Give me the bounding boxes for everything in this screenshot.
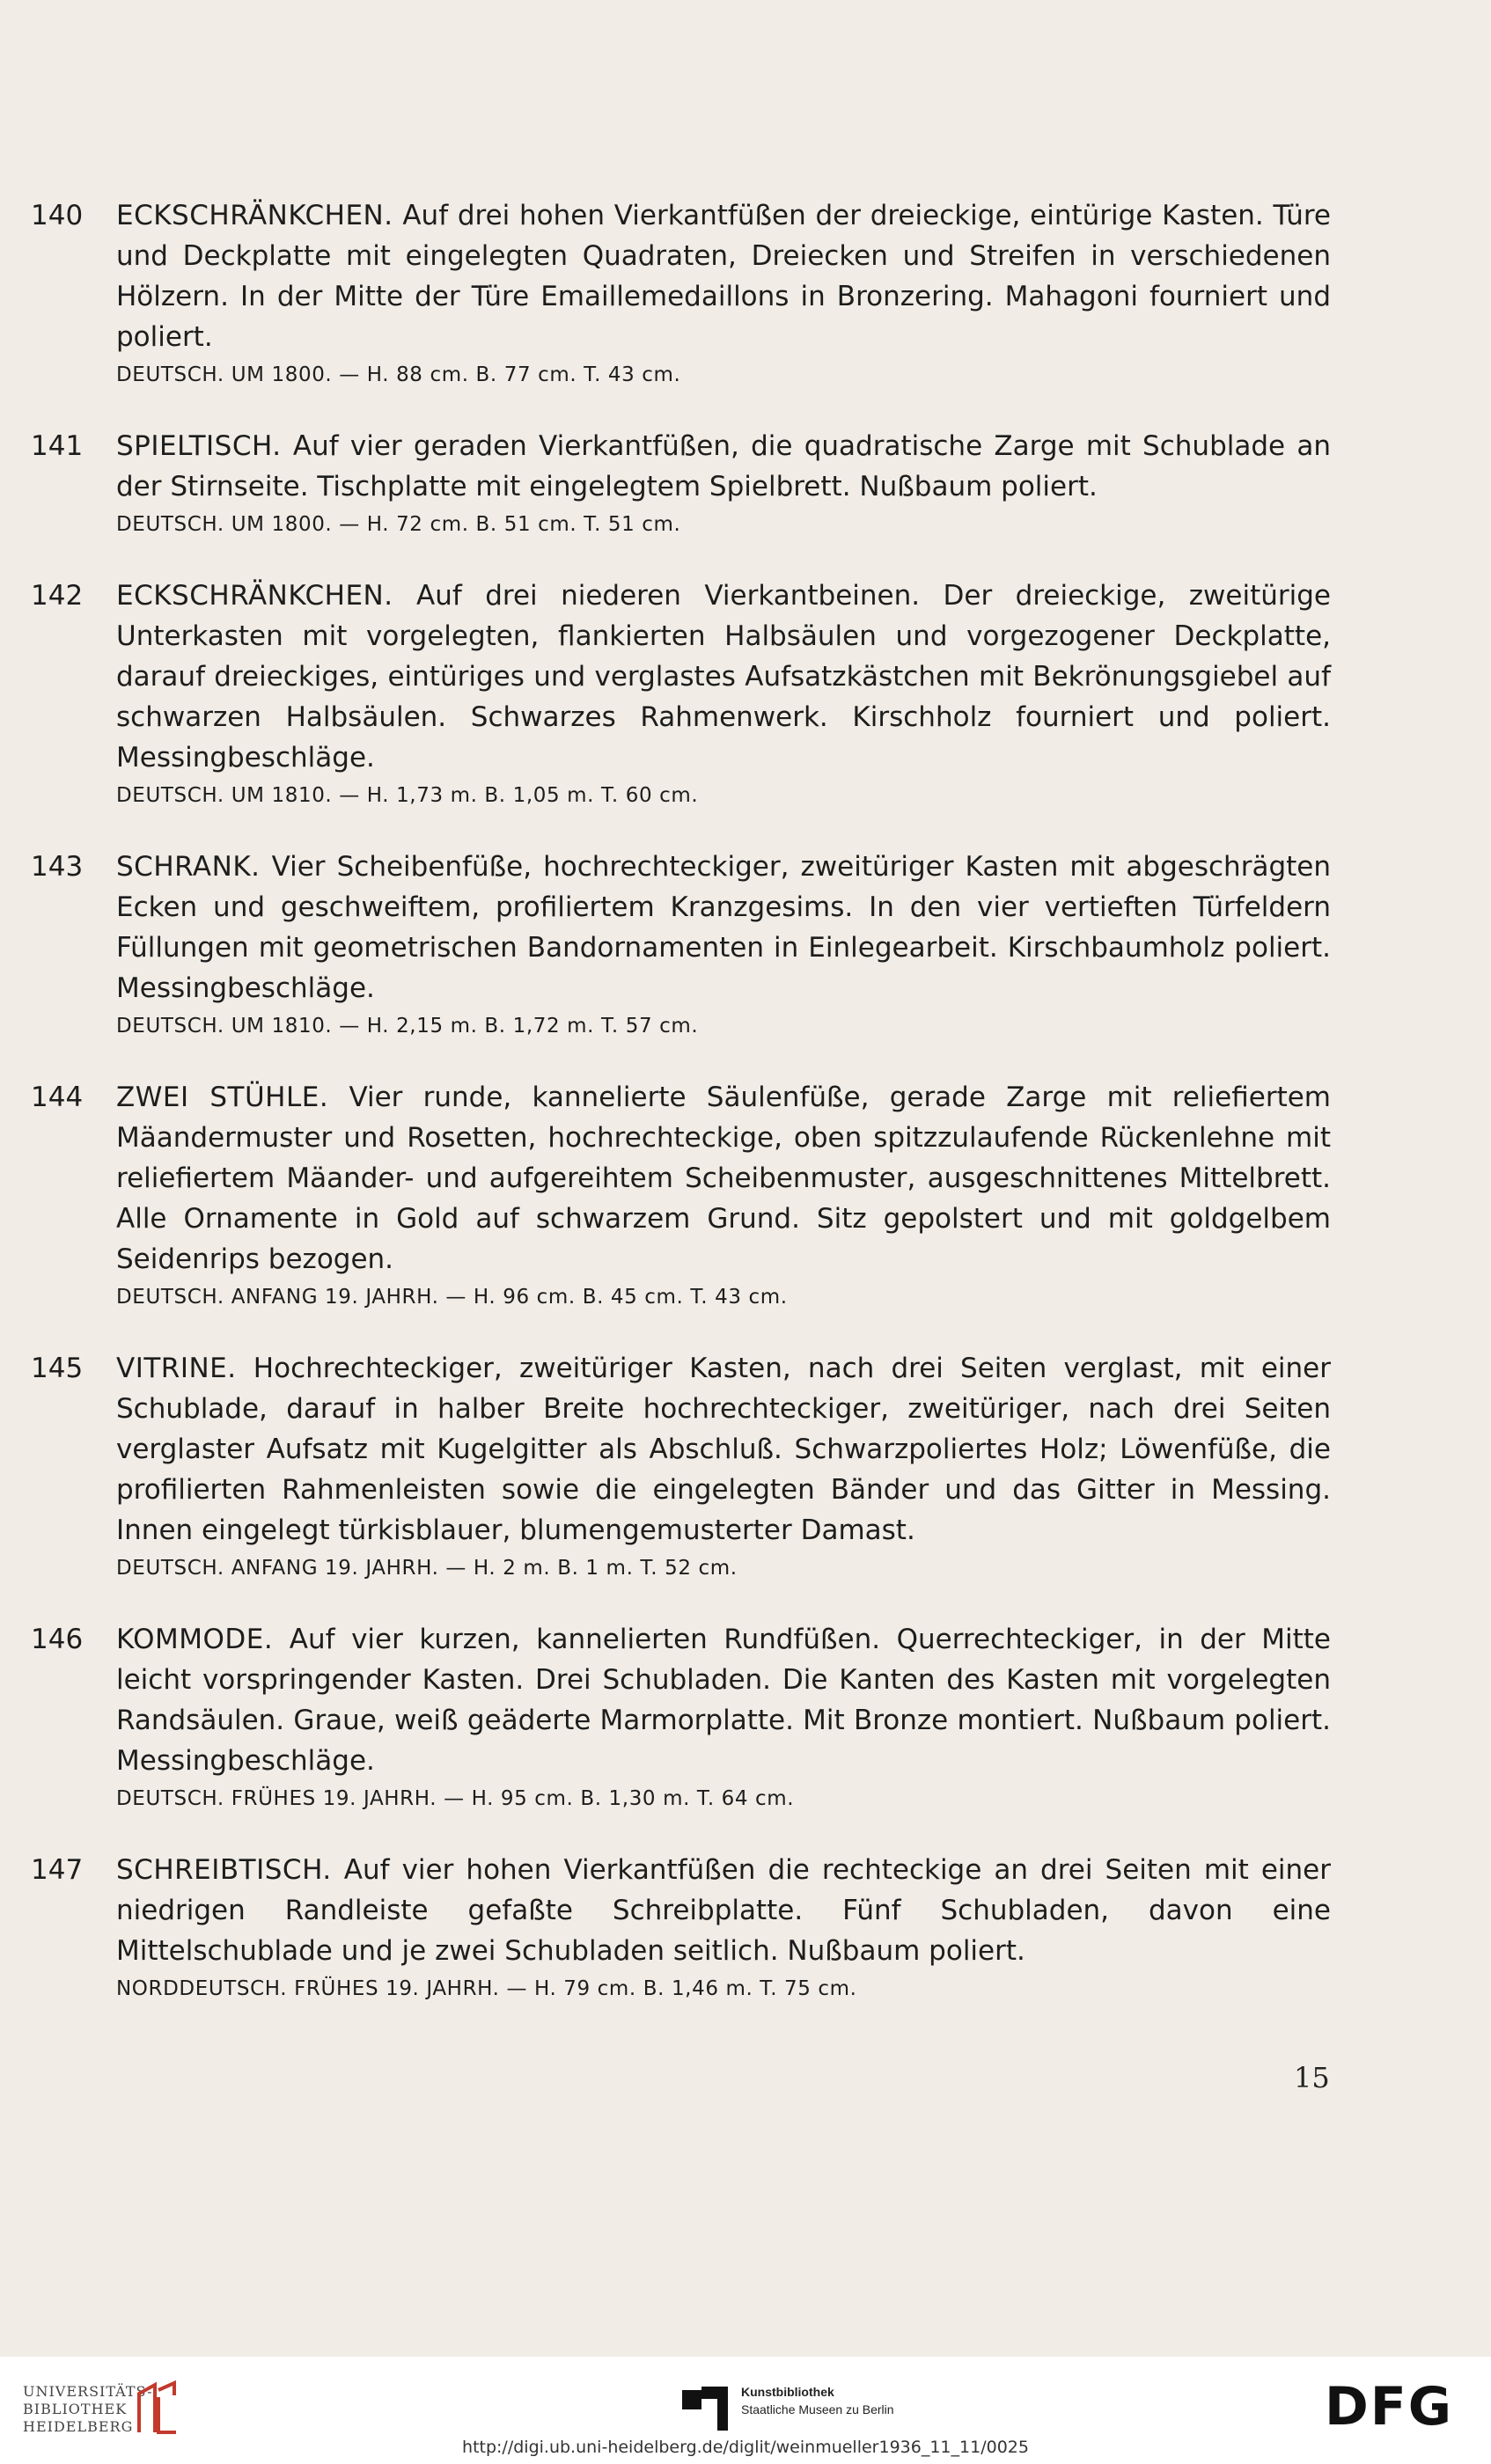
university-emblem-icon (132, 2378, 181, 2438)
entry-caption: DEUTSCH. ANFANG 19. JAHRH. — H. 2 m. B. 1 m. T. 52 cm. (116, 1557, 738, 1580)
entry-description (116, 847, 1331, 1008)
kunstbibliothek-logo-icon (682, 2381, 735, 2432)
entry-number: 144 (31, 1082, 84, 1113)
page-number: 15 (1294, 2061, 1330, 2094)
entry-description (116, 1348, 1331, 1551)
entry-title: ECKSCHRÄNKCHEN. (116, 200, 393, 231)
entry-description (116, 576, 1331, 778)
entry-caption: DEUTSCH. UM 1810. — H. 2,15 m. B. 1,72 m. T. 57 cm. (116, 1015, 699, 1038)
kunstbibliothek-label[interactable] (741, 2383, 894, 2418)
entry-title: ECKSCHRÄNKCHEN. (116, 580, 393, 612)
entry-number: 147 (31, 1854, 84, 1886)
catalog-entry (31, 195, 1331, 391)
entry-number: 140 (31, 200, 84, 231)
entry-text: Hochrechteckiger, zweitüriger Kasten, nach drei Seiten verglast, mit einer Schublade, darauf in halber Breite hochrechteckiger, zweitüriger, nach drei Seiten verglaster Aufsatz mit Kugelgitter als Abschluß. Schwarzpoliertes Holz; Löwenfüße, die profilierten Rahmenleisten sowie die eingelegten Bänder und das Gitter in Messing. Innen eingelegt türkisblauer, blumengemusterter Damast. (116, 1353, 1331, 1546)
entry-text: Vier Scheibenfüße, hochrechteckiger, zweitüriger Kasten mit abgeschrägten Ecken und geschweiftem, profiliertem Kranzgesims. In den vier vertieften Türfeldern Füllungen mit geometrischen Bandornamenten in Einlegearbeit. Kirschbaumholz poliert. Messingbeschläge. (116, 851, 1331, 1004)
dfg-logo[interactable]: DFG (1325, 2376, 1454, 2438)
catalog-entry (31, 576, 1331, 811)
entry-description (116, 1619, 1331, 1781)
catalog-entry (31, 1850, 1332, 2005)
entry-text: Vier runde, kannelierte Säulenfüße, gerade Zarge mit reliefiertem Mäandermuster und Rosetten, hochrechteckige, oben spitzzulaufende Rückenlehne mit reliefiertem Mäander- und aufgereihtem Scheibenmuster, ausgeschnittenes Mittelbrett. Alle Ornamente in Gold auf schwarzem Grund. Sitz gepolstert und mit goldgelbem Seidenrips bezogen. (116, 1082, 1331, 1275)
entry-title: KOMMODE. (116, 1624, 274, 1655)
entry-description (116, 195, 1331, 357)
entry-text: Auf drei hohen Vierkantfüßen der dreieckige, eintürige Kasten. Türe und Deckplatte mit eingelegten Quadraten, Dreiecken und Streifen in verschiedenen Hölzern. In der Mitte der Türe Emaillemedaillons in Bronzering. Mahagoni fourniert und poliert. (116, 200, 1331, 353)
entry-title: SCHREIBTISCH. (116, 1854, 332, 1886)
entry-description (116, 1850, 1331, 1971)
entry-caption: DEUTSCH. UM 1800. — H. 88 cm. B. 77 cm. T. 43 cm. (116, 363, 681, 386)
library-subtitle: Staatliche Museen zu Berlin (741, 2402, 894, 2416)
entry-description (116, 426, 1331, 507)
permalink-url[interactable]: http://digi.ub.uni-heidelberg.de/diglit/weinmueller1936_11_11/0025 (462, 2438, 1029, 2457)
entry-caption: NORDDEUTSCH. FRÜHES 19. JAHRH. — H. 79 cm. B. 1,46 m. T. 75 cm. (116, 1977, 857, 2000)
entry-title: SCHRANK. (116, 851, 261, 883)
entry-number: 143 (31, 851, 84, 883)
catalog-entry (31, 1077, 1331, 1313)
entry-caption: DEUTSCH. ANFANG 19. JAHRH. — H. 96 cm. B. 45 cm. T. 43 cm. (116, 1286, 788, 1309)
library-name: Kunstbibliothek (741, 2385, 834, 2399)
university-logo-line: UNIVERSITÄTS- (23, 2383, 153, 2400)
entry-text: Auf drei niederen Vierkantbeinen. Der dreieckige, zweitürige Unterkasten mit vorgelegten, flankierten Halbsäulen und vorgezogener Deckplatte, darauf dreieckiges, eintüriges und verglastes Aufsatzkästchen mit Bekrönungsgiebel auf schwarzen Halbsäulen. Schwarzes Rahmenwerk. Kirschholz fourniert und poliert. Messingbeschläge. (116, 580, 1331, 774)
entry-text: Auf vier kurzen, kannelierten Rundfüßen. Querrechteckiger, in der Mitte leicht vorspringender Kasten. Drei Schubladen. Die Kanten des Kasten mit vorgelegten Randsäulen. Graue, weiß geäderte Marmorplatte. Mit Bronze montiert. Nußbaum poliert. Messingbeschläge. (116, 1624, 1331, 1777)
entry-title: ZWEI STÜHLE. (116, 1082, 329, 1113)
entry-caption: DEUTSCH. UM 1810. — H. 1,73 m. B. 1,05 m. T. 60 cm. (116, 784, 699, 807)
entry-number: 141 (31, 430, 84, 462)
viewer-footer (0, 2357, 1491, 2464)
catalog-entry (31, 426, 1331, 540)
entry-number: 146 (31, 1624, 84, 1655)
entry-title: SPIELTISCH. (116, 430, 282, 462)
entry-description (116, 1077, 1331, 1280)
university-logo-line: HEIDELBERG (23, 2418, 134, 2435)
entry-text: Auf vier geraden Vierkantfüßen, die quadratische Zarge mit Schublade an der Stirnseite. Tischplatte mit eingelegtem Spielbrett. Nußbaum poliert. (116, 430, 1331, 502)
catalog-entry (31, 1619, 1331, 1815)
entry-caption: DEUTSCH. UM 1800. — H. 72 cm. B. 51 cm. T. 51 cm. (116, 513, 681, 536)
university-logo-line: BIBLIOTHEK (23, 2401, 128, 2417)
catalog-entry (31, 847, 1331, 1042)
entry-title: VITRINE. (116, 1353, 237, 1384)
entry-text: Auf vier hohen Vierkantfüßen die rechteckige an drei Seiten mit einer niedrigen Randleiste gefaßte Schreibplatte. Fünf Schubladen, davon eine Mittelschublade und je zwei Schubladen seitlich. Nußbaum poliert. (116, 1854, 1332, 1967)
entry-number: 142 (31, 580, 84, 612)
entry-caption: DEUTSCH. FRÜHES 19. JAHRH. — H. 95 cm. B. 1,30 m. T. 64 cm. (116, 1787, 795, 1810)
catalog-entry (31, 1348, 1331, 1584)
entry-number: 145 (31, 1353, 84, 1384)
catalog-entries (31, 195, 1332, 2040)
